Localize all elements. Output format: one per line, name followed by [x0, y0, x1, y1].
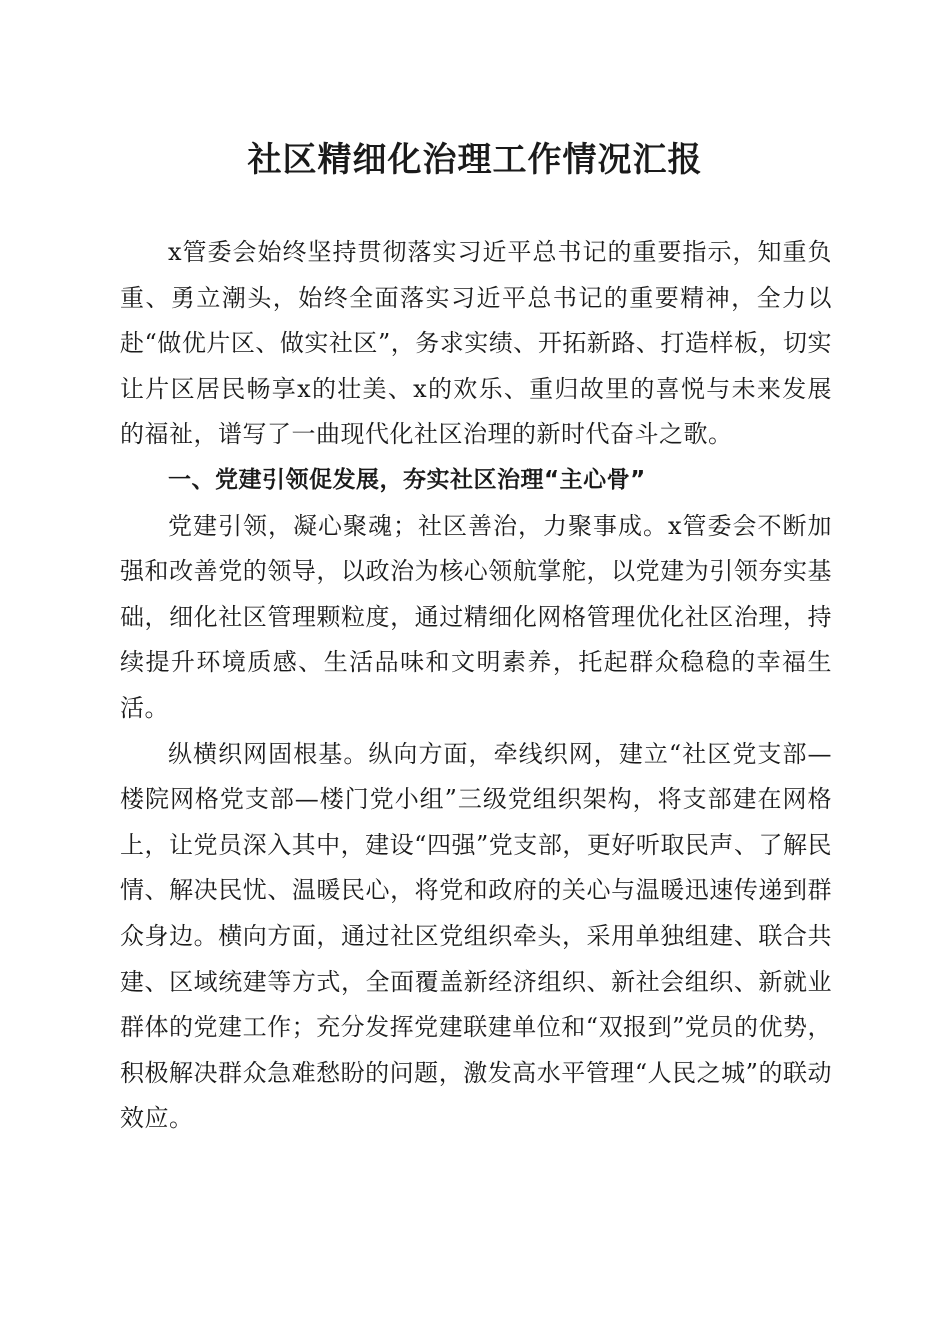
section-1-paragraph-1: 党建引领，凝心聚魂；社区善治，力聚事成。x管委会不断加强和改善党的领导，以政治为核心领航掌舵，以党建为引领夯实基础，细化社区管理颗粒度，通过精细化网格管理优化社区治理，持续提升环境质感、生活品味和文明素养，托起群众稳稳的幸福生活。	[120, 511, 832, 722]
section-heading-1: 一、党建引领促发展，夯实社区治理“主心骨”	[168, 466, 646, 493]
section-1-paragraph-2: 纵横织网固根基。纵向方面，牵线织网，建立“社区党支部—楼院网格党支部—楼门党小组”三级党组织架构，将支部建在网格上，让党员深入其中，建设“四强”党支部，更好听取民声、了解民情、解决民忧、温暖民心，将党和政府的关心与温暖迅速传递到群众身边。横向方面，通过社区党组织牵头，采用单独组建、联合共建、区域统建等方式，全面覆盖新经济组织、新社会组织、新就业群体的党建工作；充分发挥党建联建单位和“双报到”党员的优势，积极解决群众急难愁盼的问题，激发高水平管理“人民之城”的联动效应。	[120, 739, 832, 1133]
document-body	[120, 230, 832, 1142]
intro-paragraph: x管委会始终坚持贯彻落实习近平总书记的重要指示，知重负重、勇立潮头，始终全面落实习近平总书记的重要精神，全力以赴“做优片区、做实社区”，务求实绩、开拓新路、打造样板，切实让片区居民畅享x的壮美、x的欢乐、重归故里的喜悦与未来发展的福祉，谱写了一曲现代化社区治理的新时代奋斗之歌。	[120, 238, 832, 449]
document-title: 社区精细化治理工作情况汇报	[247, 140, 703, 180]
